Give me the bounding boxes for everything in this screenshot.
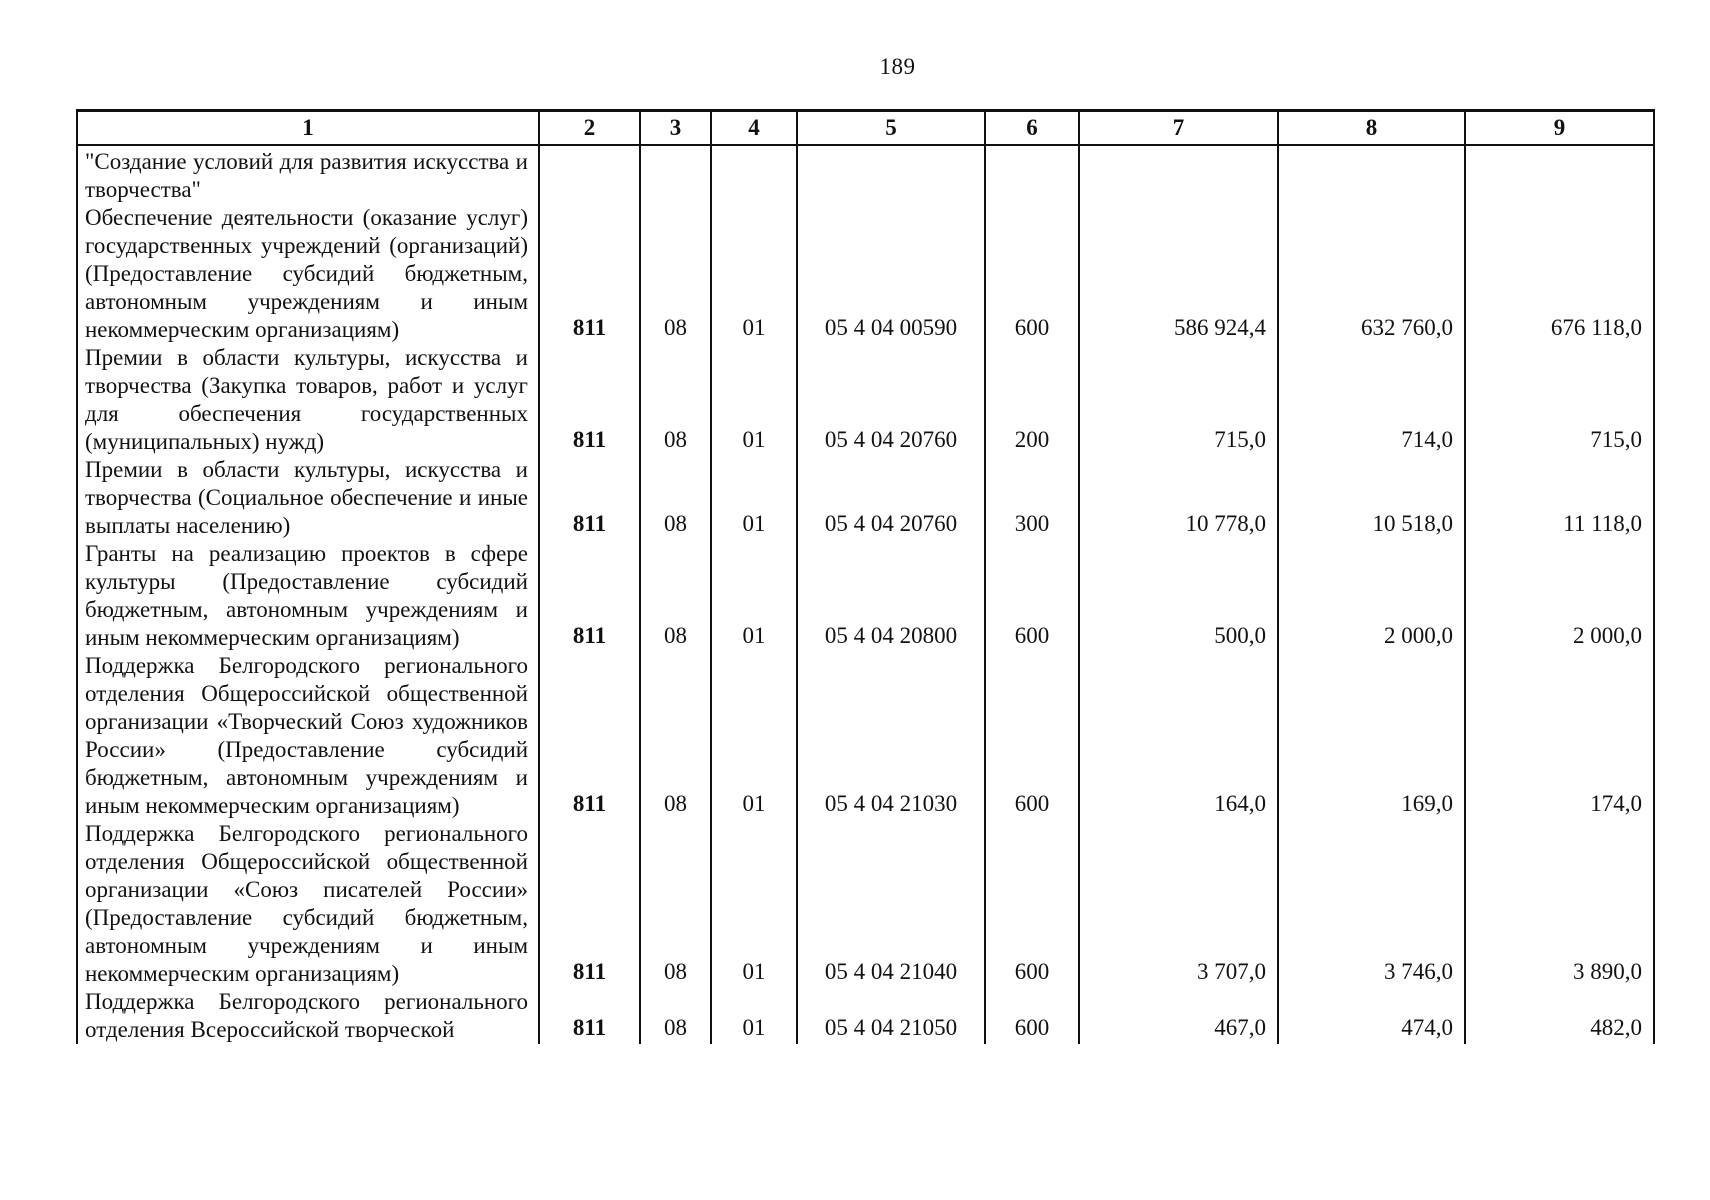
- column-header-5: 5: [797, 111, 985, 146]
- cell-chapter: 811: [539, 820, 640, 988]
- cell-amount-col7: 715,0: [1079, 344, 1278, 456]
- cell-amount-col8: 632 760,0: [1278, 204, 1465, 344]
- cell-subsection: 01: [711, 820, 797, 988]
- cell-subsection: 01: [711, 540, 797, 652]
- budget-table: [76, 109, 1655, 1044]
- table-row: [77, 204, 1654, 344]
- column-header-3: 3: [640, 111, 711, 146]
- cell-chapter: 811: [539, 204, 640, 344]
- cell-subsection: 01: [711, 652, 797, 820]
- cell-target-article: 05 4 04 20760: [797, 344, 985, 456]
- cell-expense-type: 200: [985, 344, 1079, 456]
- cell-chapter: 811: [539, 540, 640, 652]
- cell-expense-type: 600: [985, 820, 1079, 988]
- cell-target-article: 05 4 04 00590: [797, 204, 985, 344]
- cell-expense-type: 600: [985, 988, 1079, 1044]
- row-description: Поддержка Белгородского регионального отделения Всероссийской творческой: [77, 988, 539, 1044]
- cell-amount-col9: 2 000,0: [1465, 540, 1654, 652]
- cell-amount-col8: 474,0: [1278, 988, 1465, 1044]
- cell-expense-type: 600: [985, 540, 1079, 652]
- cell-expense-type: 300: [985, 456, 1079, 540]
- cell-amount-col9: 174,0: [1465, 652, 1654, 820]
- column-header-7: 7: [1079, 111, 1278, 146]
- cell-amount-col9: 676 118,0: [1465, 204, 1654, 344]
- cell-section: 08: [640, 344, 711, 456]
- table-row: [77, 820, 1654, 988]
- cell-section: 08: [640, 988, 711, 1044]
- row-description: Обеспечение деятельности (оказание услуг) государственных учреждений (организаций) (Предоставление субсидий бюджетным, автономным учреждениям и иным некоммерческим организациям): [77, 204, 539, 344]
- cell-section: 08: [640, 652, 711, 820]
- cell-amount-col7: 10 778,0: [1079, 456, 1278, 540]
- budget-table-container: [76, 109, 1653, 1044]
- table-row: [77, 988, 1654, 1044]
- cell-subsection: [711, 145, 797, 204]
- cell-amount-col8: 169,0: [1278, 652, 1465, 820]
- cell-section: 08: [640, 456, 711, 540]
- table-header-row: [77, 111, 1654, 146]
- cell-expense-type: 600: [985, 652, 1079, 820]
- row-description: Поддержка Белгородского регионального отделения Общероссийской общественной организации «Творческий Союз художников России» (Предоставление субсидий бюджетным, автономным учреждениям и иным некоммерческим организациям): [77, 652, 539, 820]
- row-description: "Создание условий для развития искусства и творчества": [77, 145, 539, 204]
- cell-amount-col8: 3 746,0: [1278, 820, 1465, 988]
- cell-amount-col9: 3 890,0: [1465, 820, 1654, 988]
- cell-amount-col8: 10 518,0: [1278, 456, 1465, 540]
- row-description: Премии в области культуры, искусства и творчества (Социальное обеспечение и иные выплаты населению): [77, 456, 539, 540]
- column-header-9: 9: [1465, 111, 1654, 146]
- cell-target-article: 05 4 04 21030: [797, 652, 985, 820]
- cell-target-article: 05 4 04 21040: [797, 820, 985, 988]
- cell-target-article: [797, 145, 985, 204]
- cell-expense-type: [985, 145, 1079, 204]
- cell-subsection: 01: [711, 204, 797, 344]
- cell-amount-col8: 2 000,0: [1278, 540, 1465, 652]
- cell-amount-col7: [1079, 145, 1278, 204]
- cell-subsection: 01: [711, 988, 797, 1044]
- cell-target-article: 05 4 04 20760: [797, 456, 985, 540]
- cell-expense-type: 600: [985, 204, 1079, 344]
- cell-chapter: 811: [539, 988, 640, 1044]
- cell-amount-col7: 500,0: [1079, 540, 1278, 652]
- cell-amount-col9: 11 118,0: [1465, 456, 1654, 540]
- column-header-6: 6: [985, 111, 1079, 146]
- table-row: [77, 145, 1654, 204]
- cell-amount-col9: [1465, 145, 1654, 204]
- cell-amount-col8: [1278, 145, 1465, 204]
- table-row: [77, 344, 1654, 456]
- cell-chapter: [539, 145, 640, 204]
- cell-chapter: 811: [539, 344, 640, 456]
- row-description: Поддержка Белгородского регионального отделения Общероссийской общественной организации «Союз писателей России» (Предоставление субсидий бюджетным, автономным учреждениям и иным некоммерческим организациям): [77, 820, 539, 988]
- cell-chapter: 811: [539, 456, 640, 540]
- cell-section: 08: [640, 820, 711, 988]
- cell-target-article: 05 4 04 20800: [797, 540, 985, 652]
- column-header-1: 1: [77, 111, 539, 146]
- cell-subsection: 01: [711, 456, 797, 540]
- column-header-4: 4: [711, 111, 797, 146]
- cell-subsection: 01: [711, 344, 797, 456]
- row-description: Премии в области культуры, искусства и творчества (Закупка товаров, работ и услуг для обеспечения государственных (муниципальных) нужд): [77, 344, 539, 456]
- cell-target-article: 05 4 04 21050: [797, 988, 985, 1044]
- table-row: [77, 456, 1654, 540]
- page-number: 189: [879, 54, 916, 79]
- table-row: [77, 540, 1654, 652]
- cell-amount-col7: 586 924,4: [1079, 204, 1278, 344]
- cell-amount-col9: 715,0: [1465, 344, 1654, 456]
- cell-section: [640, 145, 711, 204]
- cell-amount-col8: 714,0: [1278, 344, 1465, 456]
- cell-chapter: 811: [539, 652, 640, 820]
- column-header-8: 8: [1278, 111, 1465, 146]
- cell-amount-col9: 482,0: [1465, 988, 1654, 1044]
- table-row: [77, 652, 1654, 820]
- column-header-2: 2: [539, 111, 640, 146]
- cell-section: 08: [640, 540, 711, 652]
- cell-amount-col7: 3 707,0: [1079, 820, 1278, 988]
- cell-section: 08: [640, 204, 711, 344]
- row-description: Гранты на реализацию проектов в сфере культуры (Предоставление субсидий бюджетным, автономным учреждениям и иным некоммерческим организациям): [77, 540, 539, 652]
- cell-amount-col7: 467,0: [1079, 988, 1278, 1044]
- cell-amount-col7: 164,0: [1079, 652, 1278, 820]
